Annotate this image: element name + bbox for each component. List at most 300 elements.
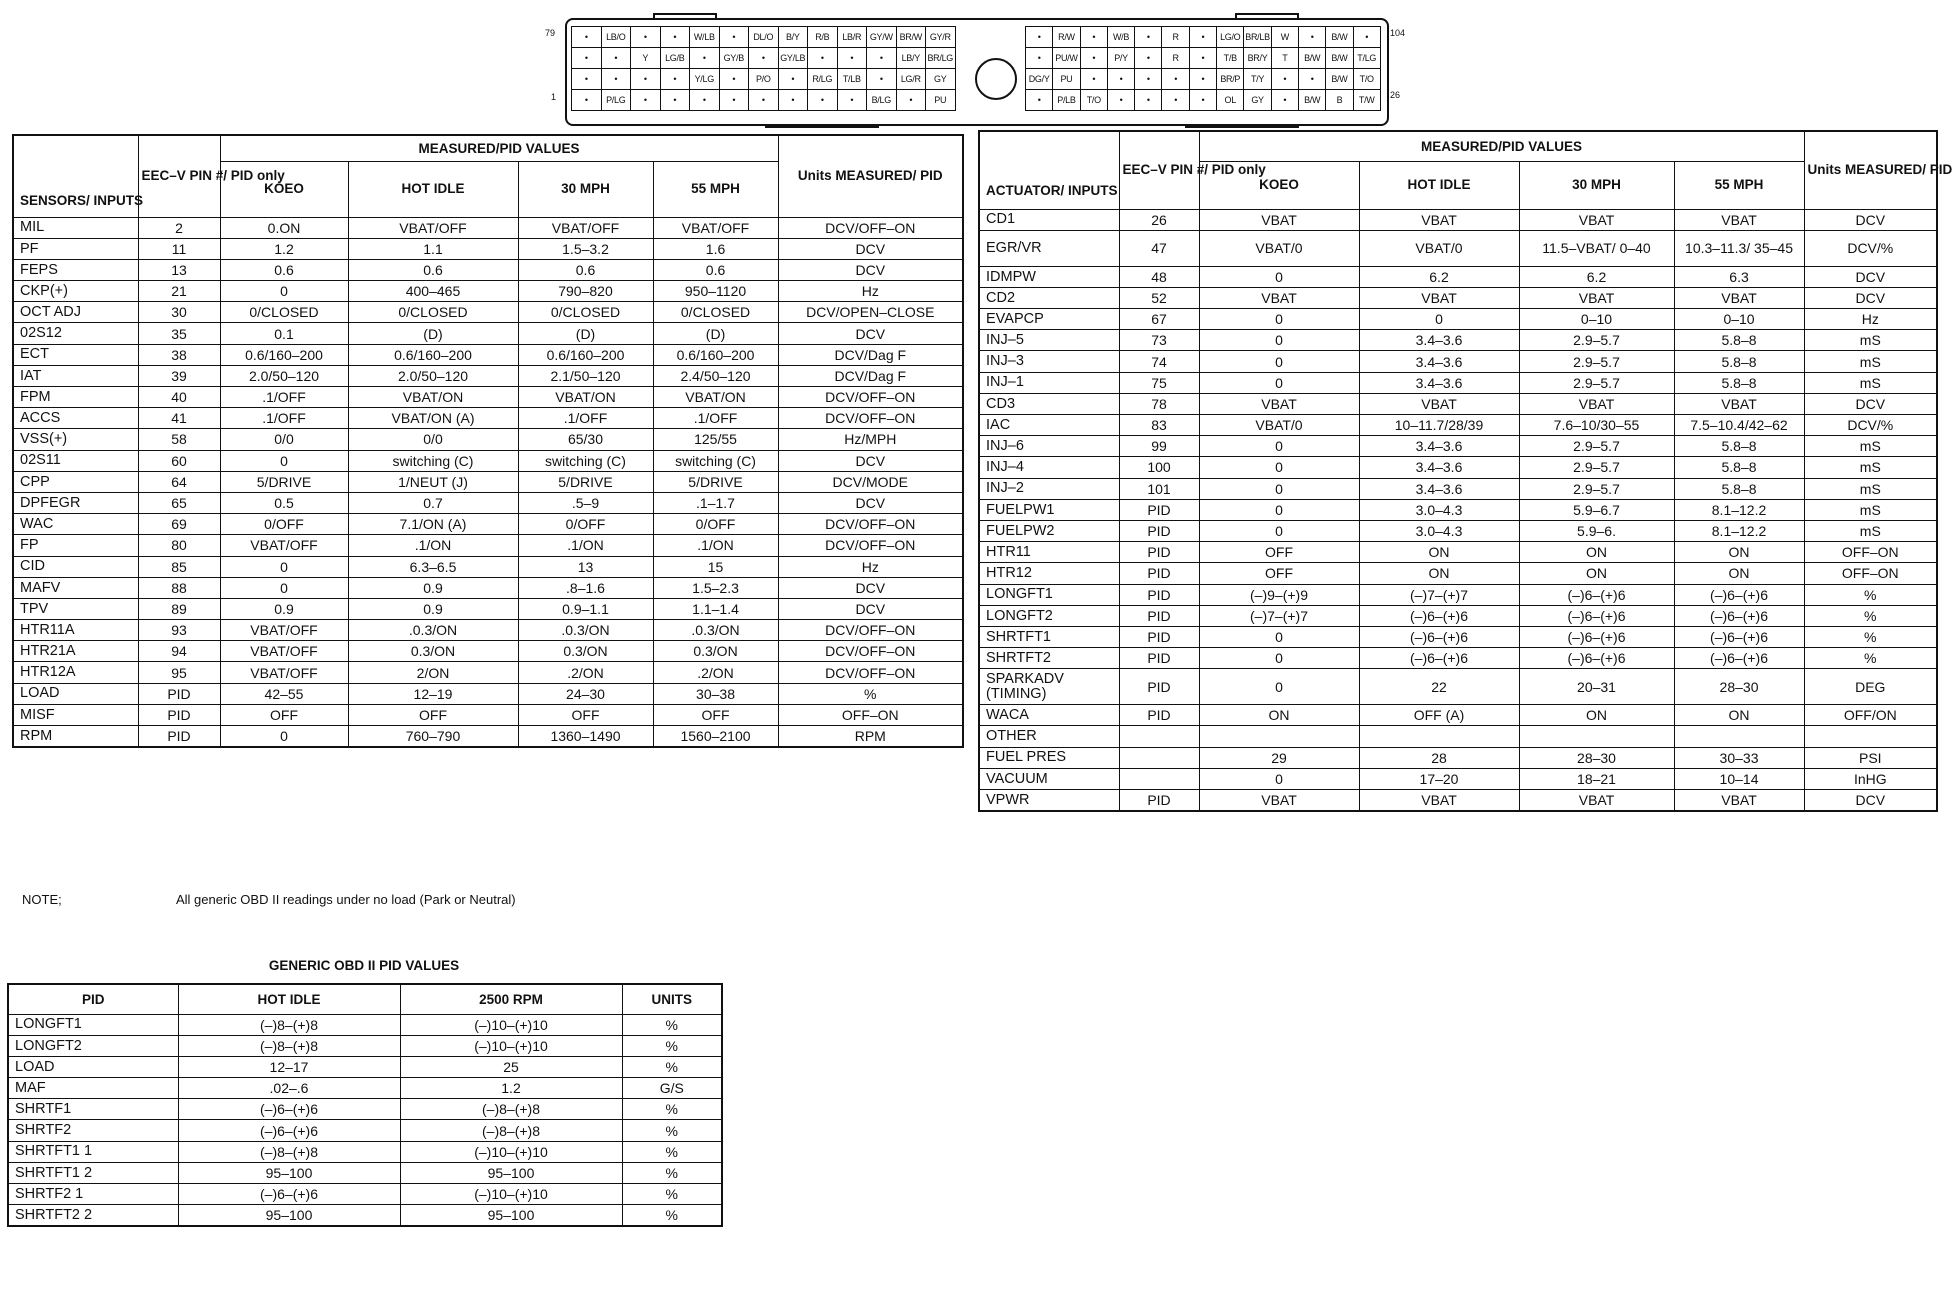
cell-55mph: 2.4/50–120 xyxy=(653,365,778,386)
connector-pin-cell: OL xyxy=(1217,90,1244,111)
cell-30mph: 0–10 xyxy=(1519,309,1674,330)
cell-pin: 67 xyxy=(1119,309,1199,330)
cell-name: VSS(+) xyxy=(13,429,138,450)
cell-units: Hz xyxy=(1804,309,1937,330)
cell-55mph: (–)6–(+)6 xyxy=(1674,648,1804,669)
cell-hot-idle xyxy=(1359,726,1519,747)
note-label: NOTE; xyxy=(22,892,62,907)
cell-30mph: 0.9–1.1 xyxy=(518,598,653,619)
cell-koeo: 0 xyxy=(1199,478,1359,499)
cell-koeo: 0.6/160–200 xyxy=(220,344,348,365)
col-header-actuators: ACTUATOR/ INPUTS xyxy=(979,131,1119,209)
connector-pin-cell: GY/LB xyxy=(779,48,809,69)
cell-55mph: 30–33 xyxy=(1674,747,1804,768)
cell-koeo: 0 xyxy=(1199,768,1359,789)
cell-koeo: (–)7–(+)7 xyxy=(1199,605,1359,626)
table-row xyxy=(8,1078,722,1099)
connector-pin-cell: W xyxy=(1272,27,1299,48)
cell-pin: 89 xyxy=(138,598,220,619)
cell-pin: 2 xyxy=(138,217,220,238)
cell-pid: SHRTFT2 2 xyxy=(8,1205,178,1226)
cell-name: ACCS xyxy=(13,408,138,429)
cell-hot-idle: 3.4–3.6 xyxy=(1359,330,1519,351)
cell-55mph: (–)6–(+)6 xyxy=(1674,605,1804,626)
cell-pin: 47 xyxy=(1119,230,1199,266)
cell-2500rpm: (–)10–(+)10 xyxy=(400,1014,622,1035)
connector-pin-cell: • xyxy=(1135,69,1162,90)
cell-units: mS xyxy=(1804,478,1937,499)
connector-pin-cell: W/LB xyxy=(690,27,720,48)
connector-pin-cell: LG/O xyxy=(1217,27,1244,48)
cell-koeo: OFF xyxy=(220,704,348,725)
cell-pin: PID xyxy=(1119,563,1199,584)
cell-hot-idle: VBAT xyxy=(1359,209,1519,230)
cell-name: INJ–5 xyxy=(979,330,1119,351)
cell-units: InHG xyxy=(1804,768,1937,789)
col-header-units: UNITS xyxy=(622,984,722,1014)
cell-units xyxy=(1804,726,1937,747)
cell-units: DCV xyxy=(1804,287,1937,308)
cell-units: OFF–ON xyxy=(1804,563,1937,584)
connector-pin-cell: BR/P xyxy=(1217,69,1244,90)
cell-name: FUELPW2 xyxy=(979,520,1119,541)
cell-units: DCV/OFF–ON xyxy=(778,641,963,662)
pin-number-104: 104 xyxy=(1390,28,1406,38)
cell-30mph: 2.9–5.7 xyxy=(1519,351,1674,372)
cell-name: 02S12 xyxy=(13,323,138,344)
connector-pin-cell: LG/R xyxy=(897,69,927,90)
cell-koeo: 0 xyxy=(1199,266,1359,287)
table-row xyxy=(979,230,1937,266)
cell-55mph: VBAT/OFF xyxy=(653,217,778,238)
cell-2500rpm: (–)8–(+)8 xyxy=(400,1099,622,1120)
cell-30mph: VBAT xyxy=(1519,287,1674,308)
cell-hot-idle: 2.0/50–120 xyxy=(348,365,518,386)
cell-units: % xyxy=(622,1205,722,1226)
connector-pin-cell: • xyxy=(808,90,838,111)
cell-30mph xyxy=(1519,726,1674,747)
cell-name: MISF xyxy=(13,704,138,725)
cell-name: CPP xyxy=(13,471,138,492)
cell-hot-idle: ON xyxy=(1359,563,1519,584)
cell-hot-idle: 2/ON xyxy=(348,662,518,683)
cell-units: mS xyxy=(1804,351,1937,372)
connector-pin-cell: PU/W xyxy=(1053,48,1080,69)
col-header-hot-idle: HOT IDLE xyxy=(348,161,518,217)
cell-name: OTHER xyxy=(979,726,1119,747)
cell-30mph: (–)6–(+)6 xyxy=(1519,584,1674,605)
connector-pin-cell: • xyxy=(867,48,897,69)
connector-pin-cell: • xyxy=(838,90,868,111)
connector-pin-cell: P/LB xyxy=(1053,90,1080,111)
cell-hot-idle: VBAT xyxy=(1359,790,1519,811)
cell-55mph: 8.1–12.2 xyxy=(1674,520,1804,541)
cell-koeo: 0 xyxy=(1199,499,1359,520)
cell-30mph: (–)6–(+)6 xyxy=(1519,626,1674,647)
table-row xyxy=(13,726,963,747)
cell-30mph: 28–30 xyxy=(1519,747,1674,768)
cell-units: % xyxy=(622,1141,722,1162)
cell-units: DCV xyxy=(1804,790,1937,811)
cell-55mph: 5.8–8 xyxy=(1674,372,1804,393)
cell-units: DCV/OFF–ON xyxy=(778,620,963,641)
connector-pin-cell: • xyxy=(1190,90,1217,111)
connector-pin-cell: • xyxy=(1162,69,1189,90)
cell-units: Hz xyxy=(778,281,963,302)
cell-koeo: .1/OFF xyxy=(220,387,348,408)
cell-name: SHRTFT1 xyxy=(979,626,1119,647)
cell-30mph: 1360–1490 xyxy=(518,726,653,747)
cell-units: % xyxy=(1804,648,1937,669)
cell-units: DCV/Dag F xyxy=(778,344,963,365)
cell-pin: 100 xyxy=(1119,457,1199,478)
cell-pin: 94 xyxy=(138,641,220,662)
cell-55mph: 5.8–8 xyxy=(1674,351,1804,372)
cell-units: % xyxy=(622,1162,722,1183)
cell-55mph: 1.1–1.4 xyxy=(653,598,778,619)
cell-hot-idle: VBAT/OFF xyxy=(348,217,518,238)
connector-pin-cell: PU xyxy=(1053,69,1080,90)
cell-30mph: VBAT/OFF xyxy=(518,217,653,238)
connector-pin-cell: R xyxy=(1162,27,1189,48)
cell-units: DCV/% xyxy=(1804,415,1937,436)
connector-pin-cell: P/O xyxy=(749,69,779,90)
table-row xyxy=(13,514,963,535)
cell-55mph: (–)6–(+)6 xyxy=(1674,584,1804,605)
cell-55mph: VBAT xyxy=(1674,790,1804,811)
table-row xyxy=(8,1099,722,1120)
cell-name: ECT xyxy=(13,344,138,365)
cell-hot-idle: 3.4–3.6 xyxy=(1359,478,1519,499)
connector-pin-cell: Y/LG xyxy=(690,69,720,90)
connector-pin-cell: • xyxy=(1135,48,1162,69)
cell-name: INJ–4 xyxy=(979,457,1119,478)
cell-hot-idle: (–)6–(+)6 xyxy=(1359,626,1519,647)
connector-pin-cell: • xyxy=(572,27,602,48)
cell-pin: 58 xyxy=(138,429,220,450)
connector-pin-cell: B/W xyxy=(1326,69,1353,90)
cell-koeo: 0/CLOSED xyxy=(220,302,348,323)
cell-koeo: 0/0 xyxy=(220,429,348,450)
cell-30mph: ON xyxy=(1519,563,1674,584)
table-row xyxy=(13,450,963,471)
table-row xyxy=(13,259,963,280)
cell-30mph: 65/30 xyxy=(518,429,653,450)
table-row xyxy=(13,429,963,450)
cell-koeo: VBAT/OFF xyxy=(220,662,348,683)
cell-hot-idle: OFF xyxy=(348,704,518,725)
cell-koeo: 0 xyxy=(1199,330,1359,351)
cell-hot-idle: OFF (A) xyxy=(1359,705,1519,726)
cell-hot-idle: 12–19 xyxy=(348,683,518,704)
table-row xyxy=(13,387,963,408)
cell-name: INJ–1 xyxy=(979,372,1119,393)
connector-pin-cell: R/B xyxy=(808,27,838,48)
col-header-measured-group: MEASURED/PID VALUES xyxy=(220,135,778,161)
cell-55mph: 15 xyxy=(653,556,778,577)
connector-pin-cell: • xyxy=(1108,69,1135,90)
cell-55mph: 6.3 xyxy=(1674,266,1804,287)
cell-units: PSI xyxy=(1804,747,1937,768)
cell-hot-idle: 3.4–3.6 xyxy=(1359,436,1519,457)
connector-pin-cell: B xyxy=(1326,90,1353,111)
cell-units: Hz/MPH xyxy=(778,429,963,450)
table-row xyxy=(979,563,1937,584)
cell-name: FUEL PRES xyxy=(979,747,1119,768)
cell-koeo: 0 xyxy=(1199,309,1359,330)
col-header-30mph: 30 MPH xyxy=(518,161,653,217)
cell-koeo: 0 xyxy=(1199,520,1359,541)
cell-name: OCT ADJ xyxy=(13,302,138,323)
eec-connector-diagram xyxy=(545,10,1405,128)
cell-koeo: 0 xyxy=(1199,669,1359,705)
cell-hot-idle: 7.1/ON (A) xyxy=(348,514,518,535)
cell-30mph: .1/OFF xyxy=(518,408,653,429)
cell-hot-idle: 400–465 xyxy=(348,281,518,302)
connector-pin-cell: B/LG xyxy=(867,90,897,111)
table-row xyxy=(13,492,963,513)
cell-koeo: 0.1 xyxy=(220,323,348,344)
cell-koeo: VBAT xyxy=(1199,287,1359,308)
table-row xyxy=(13,535,963,556)
connector-pin-cell: • xyxy=(690,90,720,111)
pin-number-79: 79 xyxy=(545,28,556,38)
cell-55mph: 5.8–8 xyxy=(1674,478,1804,499)
cell-55mph: switching (C) xyxy=(653,450,778,471)
cell-name: CD3 xyxy=(979,393,1119,414)
connector-pin-cell: GY xyxy=(1244,90,1271,111)
cell-hot-idle: 22 xyxy=(1359,669,1519,705)
col-header-pin: EEC–V PIN #/ PID only xyxy=(1119,131,1199,209)
col-header-sensors: SENSORS/ INPUTS xyxy=(13,135,138,217)
connector-pin-cell: • xyxy=(749,90,779,111)
cell-name: SHRTFT2 xyxy=(979,648,1119,669)
table-row xyxy=(13,408,963,429)
cell-name: EGR/VR xyxy=(979,230,1119,266)
cell-units: DCV xyxy=(1804,393,1937,414)
cell-30mph: (–)6–(+)6 xyxy=(1519,605,1674,626)
cell-name: MAFV xyxy=(13,577,138,598)
cell-55mph: ON xyxy=(1674,542,1804,563)
cell-koeo: OFF xyxy=(1199,563,1359,584)
table-row xyxy=(13,217,963,238)
cell-30mph: .2/ON xyxy=(518,662,653,683)
cell-pin: 39 xyxy=(138,365,220,386)
cell-hot-idle: .0.3/ON xyxy=(348,620,518,641)
cell-units: DCV xyxy=(1804,266,1937,287)
cell-pin: PID xyxy=(1119,584,1199,605)
cell-pin: 35 xyxy=(138,323,220,344)
cell-units: OFF/ON xyxy=(1804,705,1937,726)
cell-55mph: 0.3/ON xyxy=(653,641,778,662)
cell-55mph: 1560–2100 xyxy=(653,726,778,747)
pin-number-26: 26 xyxy=(1390,90,1401,100)
cell-koeo: 0.5 xyxy=(220,492,348,513)
cell-55mph xyxy=(1674,726,1804,747)
col-header-koeo: KOEO xyxy=(1199,161,1359,209)
connector-pin-cell: DG/Y xyxy=(1026,69,1053,90)
cell-units: DCV/OFF–ON xyxy=(778,662,963,683)
connector-pin-cell: • xyxy=(779,90,809,111)
cell-units: DCV/Dag F xyxy=(778,365,963,386)
cell-hot-idle: 3.0–4.3 xyxy=(1359,499,1519,520)
connector-pin-cell: • xyxy=(1026,48,1053,69)
cell-units: DCV/OPEN–CLOSE xyxy=(778,302,963,323)
col-header-55mph: 55 MPH xyxy=(1674,161,1804,209)
table-row xyxy=(13,344,963,365)
connector-pin-cell: B/Y xyxy=(779,27,809,48)
connector-pin-cell: • xyxy=(1108,90,1135,111)
cell-30mph: 2.9–5.7 xyxy=(1519,330,1674,351)
connector-pin-cell: GY/R xyxy=(926,27,956,48)
cell-koeo: 29 xyxy=(1199,747,1359,768)
cell-koeo: VBAT xyxy=(1199,209,1359,230)
table-row xyxy=(13,598,963,619)
cell-hot-idle: (–)7–(+)7 xyxy=(1359,584,1519,605)
connector-pin-cell: • xyxy=(1162,90,1189,111)
cell-55mph: VBAT xyxy=(1674,209,1804,230)
cell-koeo: VBAT/OFF xyxy=(220,641,348,662)
cell-name: INJ–6 xyxy=(979,436,1119,457)
cell-hot-idle: 760–790 xyxy=(348,726,518,747)
cell-units: RPM xyxy=(778,726,963,747)
cell-pid: LOAD xyxy=(8,1056,178,1077)
cell-30mph: switching (C) xyxy=(518,450,653,471)
cell-pin: 60 xyxy=(138,450,220,471)
cell-units: DCV xyxy=(778,598,963,619)
cell-30mph: 790–820 xyxy=(518,281,653,302)
cell-30mph: VBAT/ON xyxy=(518,387,653,408)
cell-30mph: 2.9–5.7 xyxy=(1519,457,1674,478)
cell-55mph: 0/CLOSED xyxy=(653,302,778,323)
table-row xyxy=(8,1184,722,1205)
cell-55mph: 5/DRIVE xyxy=(653,471,778,492)
cell-pin: 21 xyxy=(138,281,220,302)
cell-hot-idle: 0.3/ON xyxy=(348,641,518,662)
cell-30mph: 0/CLOSED xyxy=(518,302,653,323)
connector-pin-cell: • xyxy=(631,69,661,90)
cell-hot-idle: (–)6–(+)6 xyxy=(1359,605,1519,626)
connector-pin-cell: T/O xyxy=(1081,90,1108,111)
cell-pin: 52 xyxy=(1119,287,1199,308)
cell-name: RPM xyxy=(13,726,138,747)
cell-koeo: 0 xyxy=(220,281,348,302)
cell-pin: PID xyxy=(138,683,220,704)
cell-koeo: 0.9 xyxy=(220,598,348,619)
cell-pin: PID xyxy=(1119,605,1199,626)
connector-pin-cell: BR/LB xyxy=(1244,27,1271,48)
cell-koeo: 0 xyxy=(220,577,348,598)
cell-30mph: VBAT xyxy=(1519,393,1674,414)
cell-name: LOAD xyxy=(13,683,138,704)
cell-koeo: 5/DRIVE xyxy=(220,471,348,492)
cell-name: EVAPCP xyxy=(979,309,1119,330)
cell-55mph: 7.5–10.4/42–62 xyxy=(1674,415,1804,436)
table-row xyxy=(979,351,1937,372)
cell-55mph: ON xyxy=(1674,705,1804,726)
connector-pin-cell: • xyxy=(1081,48,1108,69)
cell-units: DCV/MODE xyxy=(778,471,963,492)
table-row xyxy=(8,1205,722,1226)
connector-pin-cell: • xyxy=(1299,27,1326,48)
connector-pin-cell: • xyxy=(690,48,720,69)
cell-55mph: VBAT/ON xyxy=(653,387,778,408)
cell-pin: PID xyxy=(1119,626,1199,647)
table-row xyxy=(8,1162,722,1183)
cell-pin: 83 xyxy=(1119,415,1199,436)
cell-koeo: 1.2 xyxy=(220,238,348,259)
col-header-2500rpm: 2500 RPM xyxy=(400,984,622,1014)
connector-pin-cell: GY/B xyxy=(720,48,750,69)
connector-pin-cell: BR/LG xyxy=(926,48,956,69)
cell-koeo: 0 xyxy=(220,450,348,471)
cell-pin: 64 xyxy=(138,471,220,492)
cell-hot-idle: 0.6/160–200 xyxy=(348,344,518,365)
connector-pin-cell: B/W xyxy=(1299,48,1326,69)
table-row xyxy=(979,372,1937,393)
connector-left-pin-grid xyxy=(571,26,956,111)
cell-55mph: OFF xyxy=(653,704,778,725)
connector-pin-cell: • xyxy=(1135,27,1162,48)
cell-30mph: 0.6 xyxy=(518,259,653,280)
cell-55mph: 1.5–2.3 xyxy=(653,577,778,598)
cell-pid: LONGFT1 xyxy=(8,1014,178,1035)
connector-pin-cell: • xyxy=(661,27,691,48)
cell-name: FPM xyxy=(13,387,138,408)
cell-hot-idle: VBAT/0 xyxy=(1359,230,1519,266)
connector-pin-cell: • xyxy=(572,48,602,69)
cell-name: MIL xyxy=(13,217,138,238)
cell-name: INJ–3 xyxy=(979,351,1119,372)
cell-2500rpm: (–)8–(+)8 xyxy=(400,1120,622,1141)
connector-pin-cell: • xyxy=(720,69,750,90)
cell-koeo: VBAT/0 xyxy=(1199,230,1359,266)
connector-pin-cell: B/W xyxy=(1299,90,1326,111)
table-row xyxy=(13,641,963,662)
cell-koeo: 0 xyxy=(220,726,348,747)
cell-name: HTR21A xyxy=(13,641,138,662)
connector-pin-cell: T xyxy=(1272,48,1299,69)
connector-pin-cell: R/W xyxy=(1053,27,1080,48)
connector-pin-cell: • xyxy=(897,90,927,111)
cell-name: HTR11A xyxy=(13,620,138,641)
connector-pin-cell: • xyxy=(1026,90,1053,111)
table-row xyxy=(979,393,1937,414)
connector-pin-cell: • xyxy=(1299,69,1326,90)
cell-hot-idle: 10–11.7/28/39 xyxy=(1359,415,1519,436)
generic-table-title: GENERIC OBD II PID VALUES xyxy=(268,958,460,973)
table-row xyxy=(979,520,1937,541)
cell-name: FP xyxy=(13,535,138,556)
connector-pin-cell: GY xyxy=(926,69,956,90)
cell-koeo: 0 xyxy=(1199,457,1359,478)
cell-pin: 95 xyxy=(138,662,220,683)
table-row xyxy=(979,648,1937,669)
cell-55mph: .2/ON xyxy=(653,662,778,683)
cell-pid: MAF xyxy=(8,1078,178,1099)
cell-name: HTR11 xyxy=(979,542,1119,563)
cell-55mph: (D) xyxy=(653,323,778,344)
connector-pin-cell: • xyxy=(572,90,602,111)
cell-hot-idle: (–)8–(+)8 xyxy=(178,1141,400,1162)
table-row xyxy=(13,683,963,704)
cell-name: SPARKADV (TIMING) xyxy=(979,669,1119,705)
table-row xyxy=(8,1035,722,1056)
connector-pin-cell: • xyxy=(602,48,632,69)
table-row xyxy=(979,457,1937,478)
cell-hot-idle: ON xyxy=(1359,542,1519,563)
connector-pin-cell: T/LB xyxy=(838,69,868,90)
